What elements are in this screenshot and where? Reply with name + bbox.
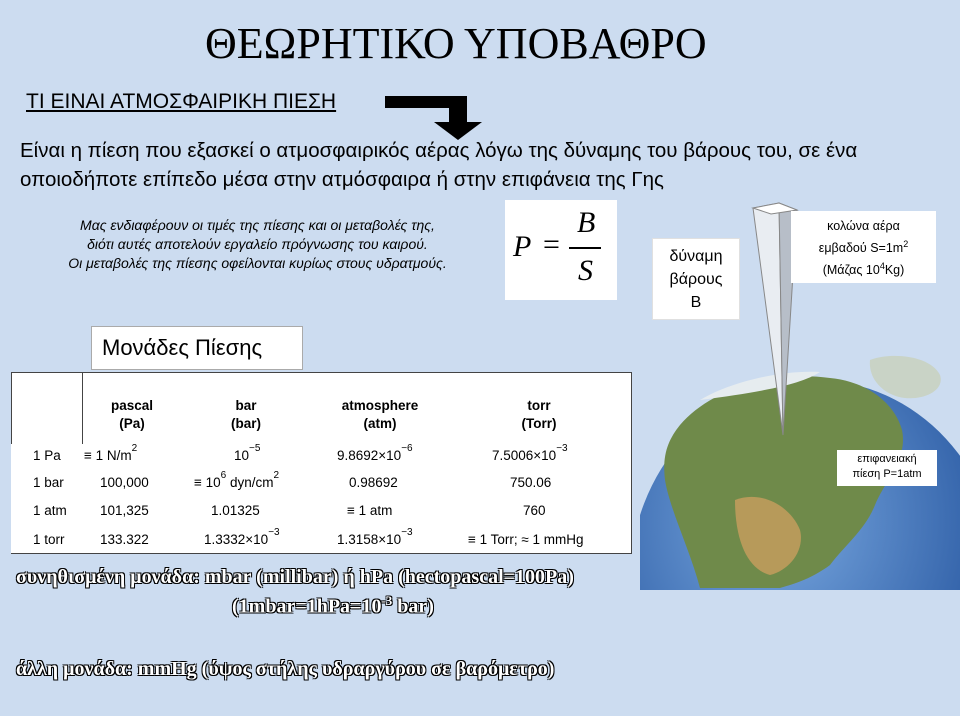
surface-pressure-label: [837, 450, 937, 486]
row-label-pa: 1 Pa: [33, 448, 61, 463]
table-cell: 0.98692: [349, 475, 398, 490]
force-line: B: [690, 294, 702, 311]
header-atmosphere: atmosphere (atm): [341, 398, 419, 431]
section-subtitle: ΤΙ ΕΙΝΑΙ ΑΤΜΟΣΦΑΙΡΙΚΗ ΠΙΕΣΗ: [26, 90, 337, 113]
pressure-units-heading: Μονάδες Πίεσης: [91, 326, 303, 370]
table-left-border: [11, 372, 12, 444]
row-label-torr: 1 torr: [33, 532, 65, 547]
weight-force-label: [652, 238, 740, 320]
table-cell: $1.3158\times 10^{-3}$: [337, 527, 413, 547]
formula-numerator: B: [577, 206, 596, 239]
page-title: ΘΕΩΡΗΤΙΚΟ ΥΠΟΒΑΘΡΟ: [205, 19, 707, 68]
formula-denominator: S: [578, 254, 593, 287]
air-column-label: [791, 211, 936, 283]
table-cell: $10^{-5}$: [234, 443, 261, 463]
formula-lhs: P: [513, 230, 532, 263]
table-cell: 1.01325: [211, 503, 260, 518]
table-cell: 750.06: [510, 475, 552, 490]
table-cell: $1.3332\times 10^{-3}$: [204, 527, 280, 547]
other-unit-text: άλλη μονάδα: mmHg (ύψος στήλης υδραργύρου σε βαρόμετρο): [16, 658, 555, 680]
column-line1: κολώνα αέρα: [827, 219, 900, 233]
note-line: Μας ενδιαφέρουν οι τιμές της πίεσης και οι μεταβολές της,: [80, 217, 435, 233]
header-torr: torr (Torr): [521, 398, 557, 431]
column-line2: εμβαδού $S=1m^2$: [818, 239, 909, 256]
pressure-note: [30, 216, 485, 273]
table-cell: 760: [523, 503, 546, 518]
table-top-border: [11, 372, 631, 373]
intro-paragraph: Είναι η πίεση που εξασκεί ο ατμοσφαιρικός αέρας λόγω της δύναμης του βάρους του, σε ένα οποιοδήποτε επίπεδο μέσα στην ατμόσφαιρα ή στην επιφάνεια της Γης: [20, 139, 858, 191]
fraction-line: [569, 247, 601, 249]
surface-line2: πίεση P=1atm: [852, 468, 922, 480]
header-bar: bar (bar): [231, 398, 261, 431]
table-cell: $7.5006\times 10^{-3}$: [492, 443, 568, 463]
table-corner-divider: [82, 372, 83, 444]
table-cell: $9.8692\times 10^{-6}$: [337, 443, 413, 463]
table-cell: ≡ 1 atm: [347, 503, 393, 518]
surface-line1: επιφανειακή: [857, 453, 917, 465]
greenland-land: [870, 356, 941, 398]
force-line: βάρους: [669, 271, 723, 288]
pressure-formula: [505, 200, 617, 300]
unit-equivalence-text: ($1mbar=1hPa=10^{-3}$ bar): [232, 593, 434, 618]
row-label-bar: 1 bar: [33, 475, 64, 490]
force-line: δύναμη: [669, 248, 723, 265]
row-label-atm: 1 atm: [33, 503, 67, 518]
table-cell: ≡ 1 Torr; ≈ 1 mmHg: [468, 532, 584, 547]
pressure-units-table: [11, 372, 632, 554]
air-column-face-left: [753, 203, 783, 435]
note-line: διότι αυτές αποτελούν εργαλείο πρόγνωσης του καιρού.: [87, 236, 428, 252]
note-line: Οι μεταβολές της πίεσης οφείλονται κυρίως στους υδρατμούς.: [68, 255, 447, 271]
table-cell: ≡ $10^6$ dyn/$cm^2$: [194, 470, 280, 490]
table-cell: 133.322: [100, 532, 149, 547]
table-cell: 101,325: [100, 503, 149, 518]
table-cell: 100,000: [100, 475, 149, 490]
common-unit-text: συνηθισμένη μονάδα: mbar (millibar) ή hPa (hectopascal=100Pa): [16, 566, 574, 588]
formula-equals: =: [543, 228, 560, 261]
table-cell: ≡ 1 $N/m^2$: [84, 443, 138, 463]
header-pascal: pascal (Pa): [110, 398, 154, 431]
column-line3: (Μάζας $10^4Kg$): [822, 261, 905, 278]
